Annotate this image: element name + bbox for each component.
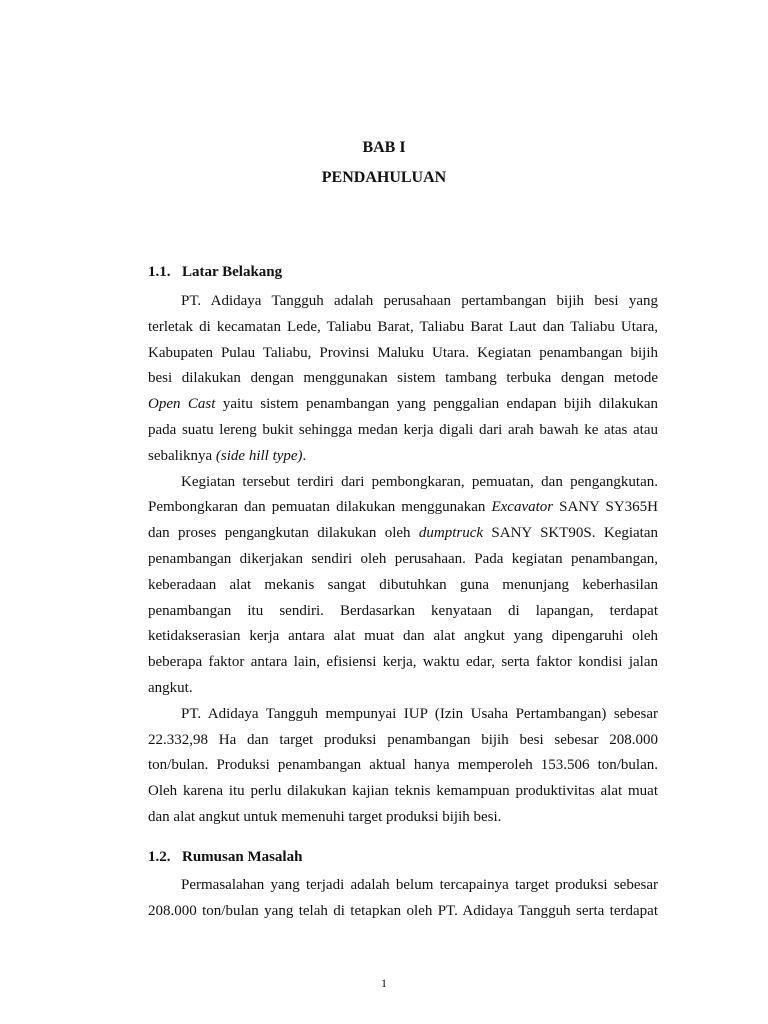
text-line: Pembongkaran dan pemuatan dilakukan menggunakan Excavator SANY SY365H	[148, 499, 658, 516]
text-line: angkut.	[148, 679, 193, 696]
text-line: penambangan dikerjakan sendiri oleh perusahaan. Pada kegiatan penambangan,	[148, 550, 658, 567]
text-line: ketidakserasian kerja antara alat muat dan alat angkut yang dipengaruhi oleh	[148, 628, 658, 645]
section-title: Rumusan Masalah	[182, 849, 303, 865]
section-number: 1.2.	[148, 849, 171, 865]
text-line: terletak di kecamatan Lede, Taliabu Barat, Taliabu Barat Laut dan Taliabu Utara,	[148, 318, 658, 335]
text-line: Oleh karena itu perlu dilakukan kajian teknis kemampuan produktivitas alat muat	[148, 783, 658, 800]
text-line: 208.000 ton/bulan yang telah di tetapkan oleh PT. Adidaya Tangguh serta terdapat	[148, 902, 658, 919]
text-line: ton/bulan. Produksi penambangan aktual hanya memperoleh 153.506 ton/bulan.	[148, 757, 658, 774]
section-heading-1-1	[148, 264, 282, 281]
chapter-title: PENDAHULUAN	[321, 169, 447, 186]
text-line: keberadaan alat mekanis sangat dibutuhkan guna menunjang keberhasilan	[148, 576, 658, 593]
paragraph-4	[148, 873, 658, 925]
paragraph-2	[148, 470, 658, 702]
page-number: 1	[381, 976, 387, 990]
section-number: 1.1.	[148, 264, 171, 280]
text-line: PT. Adidaya Tangguh mempunyai IUP (Izin Usaha Pertambangan) sebesar	[181, 705, 658, 722]
italic-term: Open Cast	[148, 396, 216, 413]
text-line: penambangan itu sendiri. Berdasarkan kenyataan di lapangan, terdapat	[148, 602, 658, 619]
text-line: 22.332,98 Ha dan target produksi penambangan bijih besi sebesar 208.000	[148, 731, 658, 748]
italic-term: Excavator	[491, 499, 554, 516]
text-line: Open Cast yaitu sistem penambangan yang penggalian endapan bijih dilakukan	[148, 396, 659, 413]
text-line: beberapa faktor antara lain, efisiensi kerja, waktu edar, serta faktor kondisi jalan	[148, 654, 658, 671]
section-heading-1-2	[148, 849, 302, 866]
text-line: dan proses pengangkutan dilakukan oleh dumptruck SANY SKT90S. Kegiatan	[148, 525, 658, 542]
paragraph-3	[148, 702, 658, 831]
text-line: pada suatu lereng bukit sehingga medan kerja digali dari arah bawah ke atas atau	[148, 421, 658, 438]
section-title: Latar Belakang	[182, 264, 283, 280]
text-line: Kegiatan tersebut terdiri dari pembongkaran, pemuatan, dan pengangkutan.	[181, 473, 658, 490]
text-line: Kabupaten Pulau Taliabu, Provinsi Maluku Utara. Kegiatan penambangan bijih	[148, 344, 658, 361]
text-line: Permasalahan yang terjadi adalah belum tercapainya target produksi sebesar	[181, 877, 658, 893]
paragraph-1	[148, 289, 658, 470]
text-line: besi dilakukan dengan menggunakan sistem tambang terbuka dengan metode	[148, 370, 658, 387]
italic-term: dumptruck	[418, 525, 484, 542]
chapter-number: BAB I	[362, 139, 406, 156]
text-line: dan alat angkut untuk memenuhi target produksi bijih besi.	[148, 808, 502, 825]
text-line: sebaliknya (side hill type).	[148, 447, 307, 464]
italic-term: (side hill type)	[215, 447, 303, 464]
text-line: PT. Adidaya Tangguh adalah perusahaan pertambangan bijih besi yang	[181, 293, 658, 309]
